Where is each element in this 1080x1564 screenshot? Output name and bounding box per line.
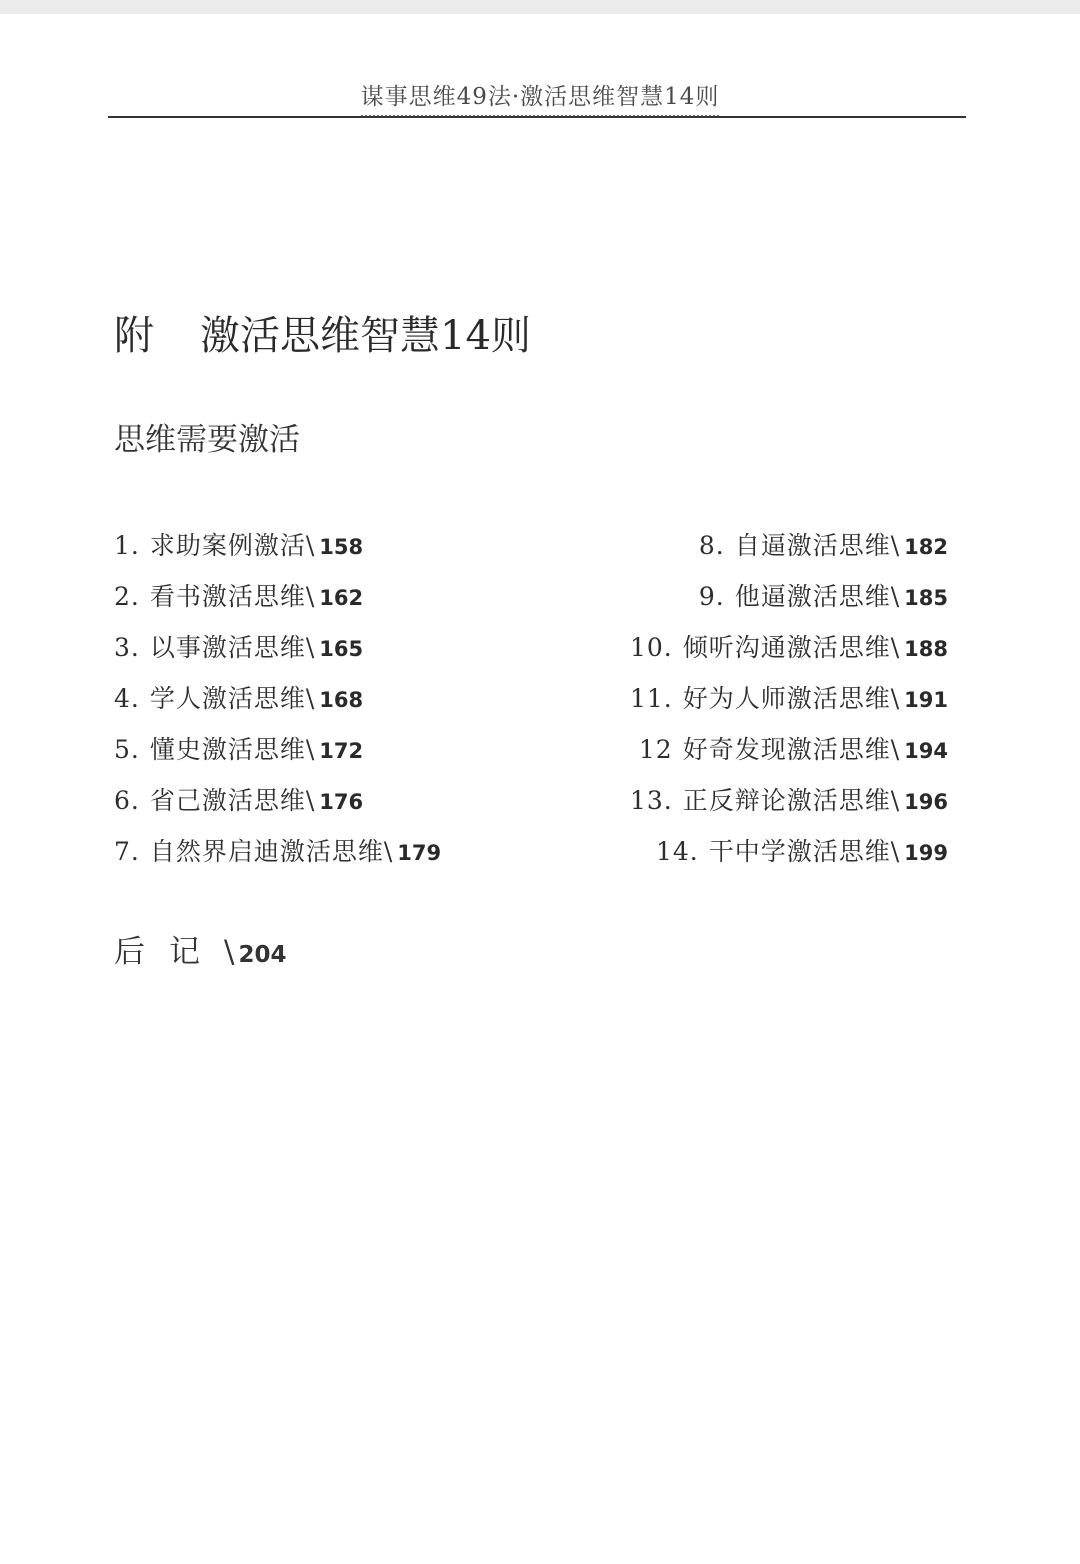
toc-entry-title: 懂史激活思维\ (149, 735, 316, 764)
afterword-entry[interactable] (114, 930, 286, 977)
toc-entry-number: 3. (114, 633, 140, 662)
toc-entry-title: 省己激活思维\ (149, 786, 316, 815)
top-band (0, 0, 1080, 14)
toc-right-column (560, 528, 948, 885)
toc-entry-number: 1. (114, 531, 140, 560)
part-heading: 激活思维智慧14则 (200, 313, 531, 359)
toc-entry-6[interactable] (114, 783, 534, 834)
afterword-separator: \ (224, 934, 235, 970)
toc-entry-title: 倾听沟通激活思维\ (682, 633, 901, 662)
toc-left-column (114, 528, 534, 885)
toc-entry-page: 191 (904, 688, 948, 712)
toc-entry-page: 188 (904, 637, 948, 661)
toc-entry-13[interactable] (560, 783, 948, 834)
toc-entry-number: 8. (698, 531, 725, 560)
toc-entry-page: 179 (397, 841, 442, 865)
toc-entry-number: 12 (638, 735, 673, 764)
toc-entry-page: 158 (319, 535, 364, 559)
toc-entry-14[interactable] (560, 834, 948, 885)
toc-entry-7[interactable] (114, 834, 534, 885)
part-title (114, 308, 531, 364)
toc-entry-page: 172 (319, 739, 364, 763)
toc-entry-number: 13. (629, 786, 673, 815)
toc-entry-title: 看书激活思维\ (149, 582, 316, 611)
toc-entry-number: 5. (114, 735, 140, 764)
toc-entry-page: 165 (319, 637, 364, 661)
afterword-label: 后记 (114, 934, 224, 970)
toc-entry-11[interactable] (560, 681, 948, 732)
running-head (0, 78, 1080, 117)
toc-entry-number: 11. (629, 684, 673, 713)
toc-entry-number: 9. (698, 582, 725, 611)
toc-entry-title: 他逼激活思维\ (734, 582, 901, 611)
toc-entry-title: 好奇发现激活思维\ (682, 735, 901, 764)
toc-entry-title: 干中学激活思维\ (708, 837, 901, 866)
toc-entry-12[interactable] (560, 732, 948, 783)
toc-entry-page: 176 (319, 790, 364, 814)
toc-entry-page: 194 (904, 739, 948, 763)
toc-entry-4[interactable] (114, 681, 534, 732)
section-title: 思维需要激活 (114, 422, 300, 458)
toc-entry-number: 6. (114, 786, 140, 815)
toc-entry-title: 求助案例激活\ (149, 531, 316, 560)
toc-entry-8[interactable] (560, 528, 948, 579)
afterword-page: 204 (238, 942, 287, 968)
toc-entry-number: 7. (114, 837, 140, 866)
toc-entry-page: 168 (319, 688, 364, 712)
header-rule (108, 116, 966, 118)
toc-entry-page: 182 (904, 535, 948, 559)
toc-entry-title: 以事激活思维\ (149, 633, 316, 662)
toc-entry-title: 自逼激活思维\ (734, 531, 901, 560)
part-label: 附 (114, 313, 154, 359)
toc-entry-10[interactable] (560, 630, 948, 681)
toc-entry-title: 自然界启迪激活思维\ (149, 837, 394, 866)
toc-entry-title: 正反辩论激活思维\ (682, 786, 901, 815)
toc-entry-3[interactable] (114, 630, 534, 681)
toc-entry-number: 14. (655, 837, 699, 866)
toc-entry-number: 4. (114, 684, 140, 713)
toc-entry-5[interactable] (114, 732, 534, 783)
toc-entry-2[interactable] (114, 579, 534, 630)
toc-entry-number: 2. (114, 582, 140, 611)
toc-entry-1[interactable] (114, 528, 534, 579)
toc-entry-9[interactable] (560, 579, 948, 630)
toc-entry-number: 10. (629, 633, 673, 662)
running-head-text: 谋事思维49法·激活思维智慧14则 (361, 78, 720, 117)
toc-entry-title: 学人激活思维\ (149, 684, 316, 713)
toc-entry-page: 199 (904, 841, 948, 865)
toc-entry-page: 185 (904, 586, 948, 610)
toc-entry-page: 162 (319, 586, 364, 610)
toc-entry-page: 196 (904, 790, 948, 814)
toc-entry-title: 好为人师激活思维\ (682, 684, 901, 713)
